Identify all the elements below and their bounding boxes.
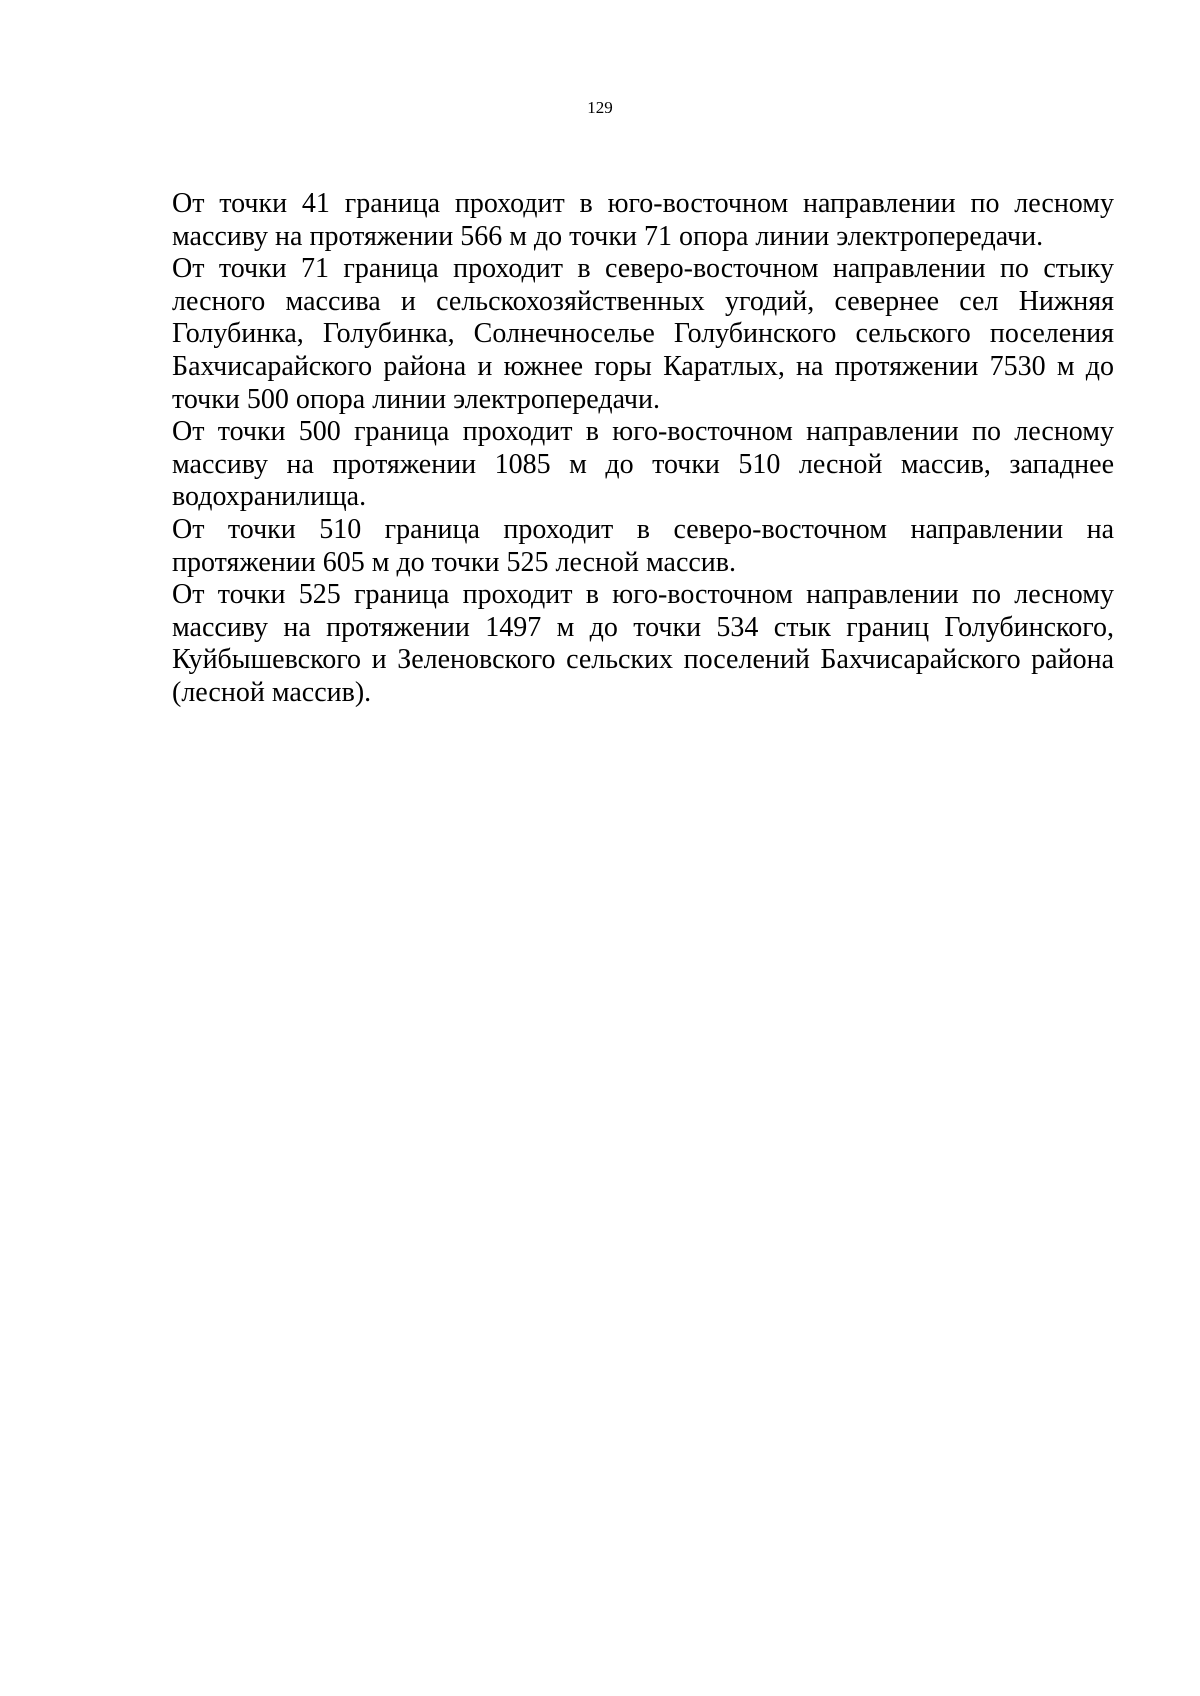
paragraph-point-525: От точки 525 граница проходит в юго-восточном направлении по лесному массиву на протяжении 1497 м до точки 534 стык границ Голубинского, Куйбышевского и Зеленовского сельских поселений Бахчисарайского района (лесной массив). [172, 579, 1114, 708]
paragraph-point-41: От точки 41 граница проходит в юго-восточном направлении по лесному массиву на протяжении 566 м до точки 71 опора линии электропередачи. [172, 188, 1114, 252]
paragraph-point-500: От точки 500 граница проходит в юго-восточном направлении по лесному массиву на протяжении 1085 м до точки 510 лесной массив, западнее водохранилища. [172, 416, 1114, 513]
document-body [172, 188, 1114, 710]
paragraph-point-510: От точки 510 граница проходит в северо-восточном направлении на протяжении 605 м до точки 525 лесной массив. [172, 513, 1114, 578]
paragraph-point-71: От точки 71 граница проходит в северо-восточном направлении по стыку лесного массива и сельскохозяйственных угодий, севернее сел Нижняя Голубинка, Голубинка, Солнечноселье Голубинского сельского поселения Бахчисарайского района и южнее горы Каратлых, на протяжении 7530 м до точки 500 опора линии электропередачи. [172, 253, 1114, 415]
page-number: 129 [587, 98, 613, 117]
